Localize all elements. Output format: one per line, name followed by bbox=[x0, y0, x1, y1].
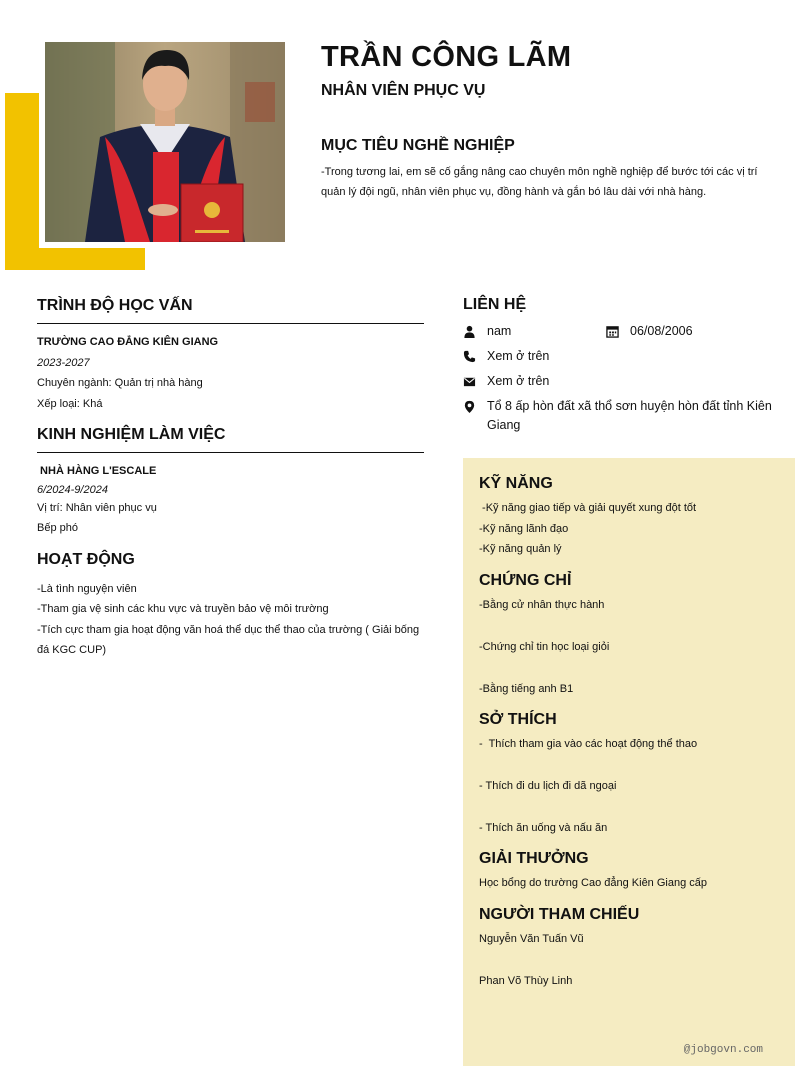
objective-heading: MỤC TIÊU NGHỀ NGHIỆP bbox=[321, 137, 515, 154]
certificate-item: -Bằng tiếng anh B1 bbox=[479, 682, 574, 695]
reference-item: Phan Võ Thùy Linh bbox=[479, 974, 573, 987]
skill-item: -Kỹ năng giao tiếp và giải quyết xung đột tốt bbox=[479, 502, 697, 514]
phone-icon bbox=[463, 347, 487, 363]
hobby-item: - Thích ăn uống và nấu ăn bbox=[479, 821, 608, 834]
person-icon bbox=[463, 322, 487, 338]
education-divider bbox=[37, 323, 424, 324]
experience-divider bbox=[37, 452, 424, 453]
skills-heading: KỸ NĂNG bbox=[479, 475, 553, 492]
education-major: Chuyên ngành: Quản trị nhà hàng bbox=[37, 377, 203, 389]
education-rank: Xếp loại: Khá bbox=[37, 397, 103, 410]
skill-item: -Kỹ năng lãnh đạo bbox=[479, 522, 569, 535]
certificates-heading: CHỨNG CHỈ bbox=[479, 572, 572, 590]
experience-company: NHÀ HÀNG L'ESCALE bbox=[37, 465, 157, 477]
experience-extra: Bếp phó bbox=[37, 522, 78, 534]
award-item: Học bổng do trường Cao đẳng Kiên Giang cấp bbox=[479, 877, 708, 890]
hobbies-heading: SỞ THÍCH bbox=[479, 711, 557, 729]
references-heading: NGƯỜI THAM CHIẾU bbox=[479, 906, 640, 924]
certificate-item: -Chứng chỉ tin học loại giỏi bbox=[479, 640, 610, 653]
job-title: NHÂN VIÊN PHỤC VỤ bbox=[321, 82, 486, 99]
contact-email: Xem ở trên bbox=[487, 374, 550, 388]
activities-heading: HOẠT ĐỘNG bbox=[37, 550, 135, 568]
activity-item: -Tích cực tham gia hoạt động văn hoá thể dục thể thao của trường ( Giải bống đá KGC CUP) bbox=[37, 623, 420, 656]
profile-photo bbox=[45, 42, 285, 242]
contact-phone: Xem ở trên bbox=[487, 349, 550, 363]
objective-text: -Trong tương lai, em sẽ cố gắng nâng cao chuyên môn nghề nghiệp để bước tới các vị trí quản lý đội ngũ, nhân viên phục vụ, đồng hành và gắn bó lâu dài với nhà hàng. bbox=[321, 166, 758, 198]
education-period: 2023-2027 bbox=[37, 356, 90, 369]
reference-item: Nguyễn Văn Tuấn Vũ bbox=[479, 933, 584, 946]
contact-gender: nam bbox=[487, 324, 512, 338]
experience-period: 6/2024-9/2024 bbox=[37, 483, 108, 496]
left-column bbox=[37, 297, 424, 661]
contact-birthday: 06/08/2006 bbox=[630, 324, 693, 338]
education-school: TRƯỜNG CAO ĐẲNG KIÊN GIANG bbox=[37, 336, 219, 348]
education-heading: TRÌNH ĐỘ HỌC VẤN bbox=[37, 297, 193, 314]
experience-position: Vị trí: Nhân viên phục vụ bbox=[37, 501, 157, 514]
calendar-icon bbox=[606, 322, 630, 338]
activity-item: -Là tình nguyện viên bbox=[37, 582, 137, 595]
side-panel bbox=[463, 458, 795, 1066]
hobby-item: - Thích tham gia vào các hoạt động thể thao bbox=[479, 738, 698, 751]
contact-address: Tổ 8 ấp hòn đất xã thổ sơn huyện hòn đất tỉnh Kiên Giang bbox=[487, 399, 772, 432]
activity-item: -Tham gia vệ sinh các khu vực và truyền bảo vệ môi trường bbox=[37, 603, 329, 615]
candidate-name: TRẦN CÔNG LÃM bbox=[321, 41, 572, 73]
location-pin-icon bbox=[463, 397, 487, 413]
certificate-item: -Bằng cử nhân thực hành bbox=[479, 599, 605, 612]
mail-icon bbox=[463, 372, 487, 388]
experience-heading: KINH NGHIỆM LÀM VIỆC bbox=[37, 426, 226, 443]
watermark: @jobgovn.com bbox=[683, 1044, 763, 1056]
skill-item: -Kỹ năng quản lý bbox=[479, 543, 562, 556]
awards-heading: GIẢI THƯỞNG bbox=[479, 850, 589, 868]
contact-section bbox=[463, 296, 793, 441]
contact-heading: LIÊN HỆ bbox=[463, 296, 527, 313]
hobby-item: - Thích đi du lịch đi dã ngoại bbox=[479, 779, 617, 792]
